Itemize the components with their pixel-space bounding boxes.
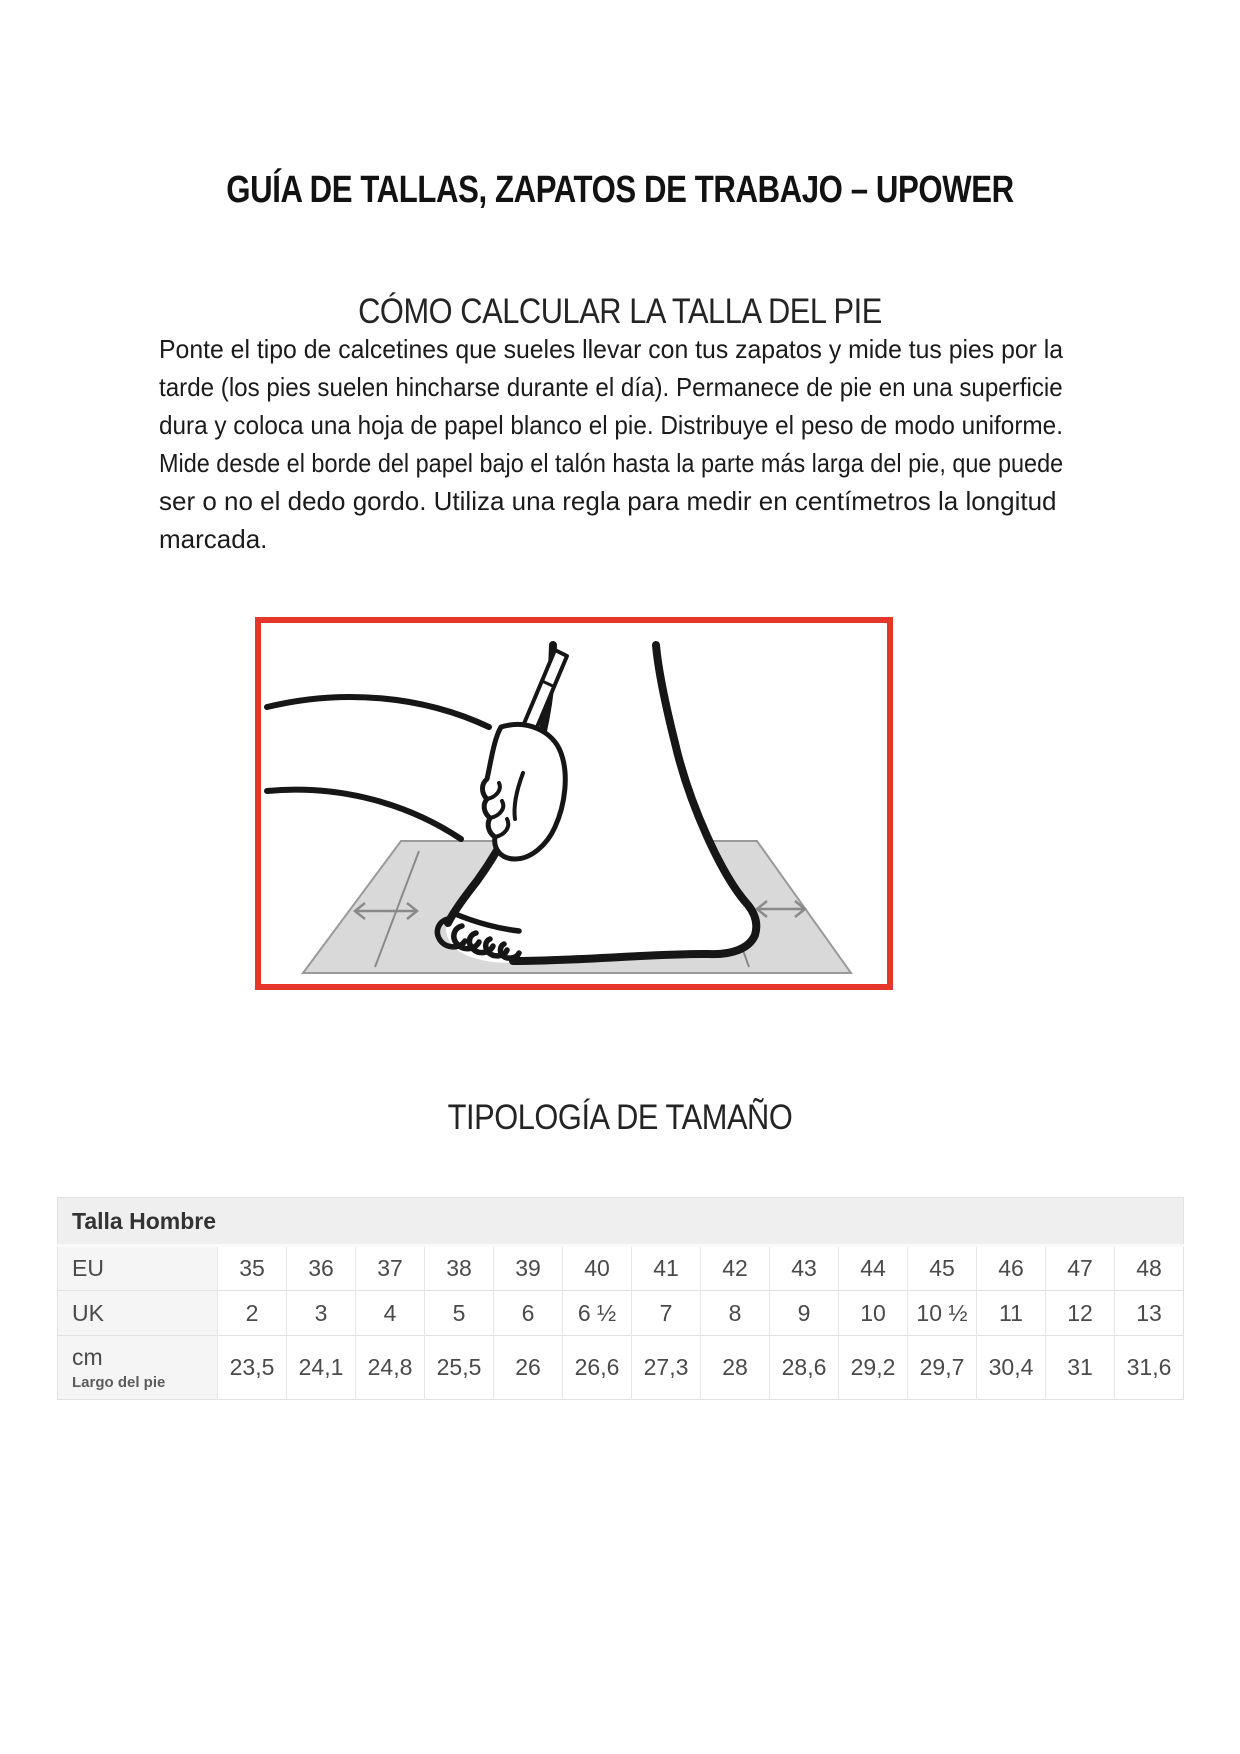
size-cell: 11 [977, 1291, 1046, 1336]
size-cell: 9 [770, 1291, 839, 1336]
size-cell: 29,2 [839, 1336, 908, 1400]
table-title: Talla Hombre [58, 1198, 1184, 1246]
table-header-row [58, 1198, 1184, 1246]
size-cell: 38 [425, 1246, 494, 1291]
row-label-eu: EU [58, 1246, 218, 1291]
size-cell: 7 [632, 1291, 701, 1336]
size-cell: 30,4 [977, 1336, 1046, 1400]
size-cell: 5 [425, 1291, 494, 1336]
size-cell: 37 [356, 1246, 425, 1291]
size-cell: 25,5 [425, 1336, 494, 1400]
section-heading-measure: CÓMO CALCULAR LA TALLA DEL PIE [358, 292, 882, 332]
size-cell: 47 [1046, 1246, 1115, 1291]
size-cell: 31,6 [1115, 1336, 1184, 1400]
size-cell: 46 [977, 1246, 1046, 1291]
size-cell: 4 [356, 1291, 425, 1336]
size-cell: 29,7 [908, 1336, 977, 1400]
table-row-cm [58, 1336, 1184, 1400]
size-cell: 48 [1115, 1246, 1184, 1291]
size-cell: 6 ½ [563, 1291, 632, 1336]
foot-measurement-figure [255, 617, 893, 990]
size-cell: 42 [701, 1246, 770, 1291]
table-row-uk [58, 1291, 1184, 1336]
row-label-cm [58, 1336, 218, 1400]
size-cell: 3 [287, 1291, 356, 1336]
size-cell: 39 [494, 1246, 563, 1291]
size-cell: 28,6 [770, 1336, 839, 1400]
size-cell: 28 [701, 1336, 770, 1400]
size-cell: 10 ½ [908, 1291, 977, 1336]
paragraph-line: tarde (los pies suelen hincharse durante el día). Permanece de pie en una superficie [159, 372, 1063, 402]
size-cell: 44 [839, 1246, 908, 1291]
size-cell: 6 [494, 1291, 563, 1336]
size-cell: 41 [632, 1246, 701, 1291]
row-label-uk: UK [58, 1291, 218, 1336]
page-title: GUÍA DE TALLAS, ZAPATOS DE TRABAJO – UPOWER [226, 169, 1014, 212]
size-cell: 24,8 [356, 1336, 425, 1400]
size-cell: 35 [218, 1246, 287, 1291]
row-label-text: cm [72, 1344, 103, 1370]
table-row-eu [58, 1246, 1184, 1291]
size-cell: 10 [839, 1291, 908, 1336]
paragraph-line: dura y coloca una hoja de papel blanco el pie. Distribuye el peso de modo uniforme. [159, 410, 1063, 440]
size-cell: 26,6 [563, 1336, 632, 1400]
size-cell: 31 [1046, 1336, 1115, 1400]
hand-with-pencil [267, 650, 567, 859]
size-cell: 23,5 [218, 1336, 287, 1400]
size-cell: 26 [494, 1336, 563, 1400]
section-heading-typology: TIPOLOGÍA DE TAMAÑO [447, 1098, 793, 1138]
size-cell: 12 [1046, 1291, 1115, 1336]
paragraph-line: Ponte el tipo de calcetines que sueles llevar con tus zapatos y mide tus pies por la [159, 334, 1064, 364]
row-sublabel-text: Largo del pie [72, 1374, 166, 1391]
paragraph-line: Mide desde el borde del papel bajo el talón hasta la parte más larga del pie, que puede [159, 448, 1064, 478]
size-cell: 27,3 [632, 1336, 701, 1400]
instructions-paragraph [159, 330, 1063, 558]
size-table [57, 1197, 1184, 1400]
foot-measurement-illustration [261, 623, 887, 984]
size-cell: 2 [218, 1291, 287, 1336]
paragraph-line: ser o no el dedo gordo. Utiliza una regla para medir en centímetros la longitud [159, 486, 1057, 516]
size-cell: 13 [1115, 1291, 1184, 1336]
size-cell: 40 [563, 1246, 632, 1291]
paragraph-line: marcada. [159, 524, 268, 554]
size-cell: 8 [701, 1291, 770, 1336]
size-cell: 43 [770, 1246, 839, 1291]
size-cell: 45 [908, 1246, 977, 1291]
size-cell: 24,1 [287, 1336, 356, 1400]
size-cell: 36 [287, 1246, 356, 1291]
